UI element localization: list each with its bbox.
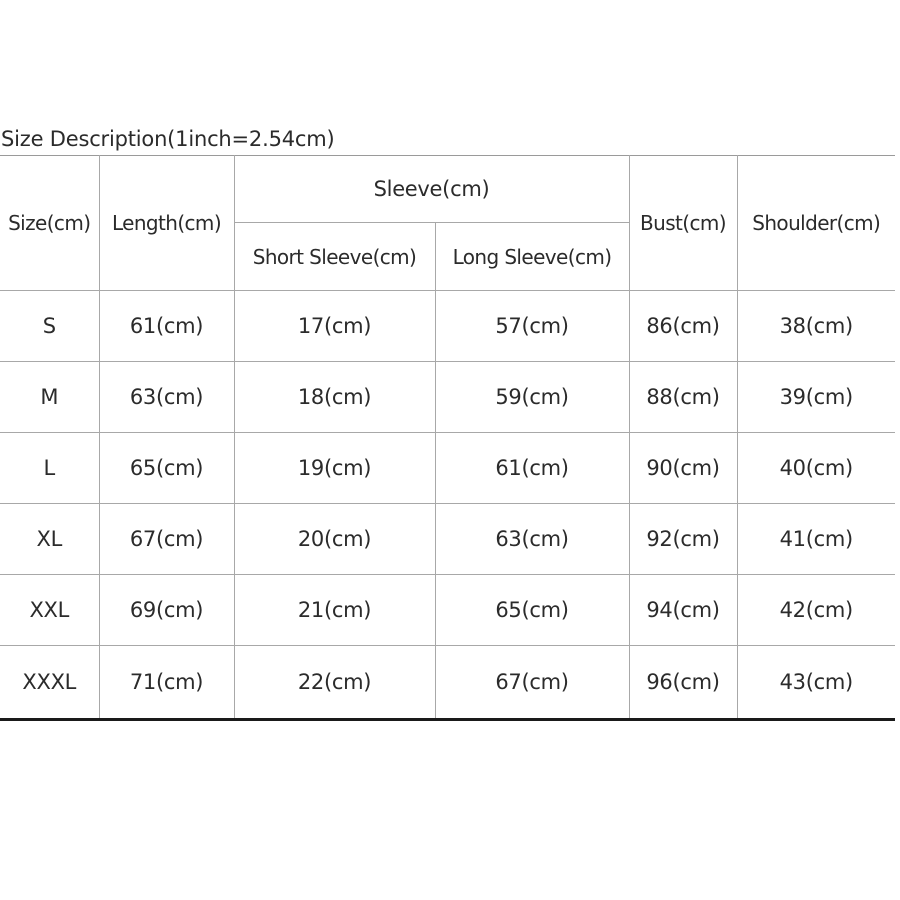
- cell-short-sleeve: 20(cm): [234, 504, 435, 575]
- header-long-sleeve: Long Sleeve(cm): [435, 223, 629, 291]
- cell-size: L: [0, 433, 99, 504]
- cell-bust: 88(cm): [629, 362, 737, 433]
- cell-short-sleeve: 19(cm): [234, 433, 435, 504]
- cell-length: 71(cm): [99, 646, 234, 720]
- table-row: [0, 362, 895, 433]
- cell-short-sleeve: 21(cm): [234, 575, 435, 646]
- header-row: [0, 156, 895, 223]
- table-row: [0, 575, 895, 646]
- cell-long-sleeve: 65(cm): [435, 575, 629, 646]
- table-row: [0, 433, 895, 504]
- table-row: [0, 646, 895, 720]
- table-caption: Size Description(1inch=2.54cm): [1, 127, 335, 151]
- cell-long-sleeve: 59(cm): [435, 362, 629, 433]
- header-sleeve: Sleeve(cm): [234, 156, 629, 223]
- header-short-sleeve: Short Sleeve(cm): [234, 223, 435, 291]
- header-size: Size(cm): [0, 156, 99, 291]
- cell-shoulder: 43(cm): [737, 646, 895, 720]
- cell-length: 67(cm): [99, 504, 234, 575]
- cell-short-sleeve: 17(cm): [234, 291, 435, 362]
- cell-long-sleeve: 61(cm): [435, 433, 629, 504]
- cell-long-sleeve: 63(cm): [435, 504, 629, 575]
- cell-size: XXL: [0, 575, 99, 646]
- cell-bust: 92(cm): [629, 504, 737, 575]
- cell-short-sleeve: 18(cm): [234, 362, 435, 433]
- cell-short-sleeve: 22(cm): [234, 646, 435, 720]
- table-row: [0, 504, 895, 575]
- cell-shoulder: 41(cm): [737, 504, 895, 575]
- cell-shoulder: 39(cm): [737, 362, 895, 433]
- cell-shoulder: 40(cm): [737, 433, 895, 504]
- cell-shoulder: 42(cm): [737, 575, 895, 646]
- cell-size: XXXL: [0, 646, 99, 720]
- cell-length: 65(cm): [99, 433, 234, 504]
- cell-bust: 86(cm): [629, 291, 737, 362]
- cell-long-sleeve: 57(cm): [435, 291, 629, 362]
- cell-bust: 90(cm): [629, 433, 737, 504]
- cell-size: S: [0, 291, 99, 362]
- cell-size: XL: [0, 504, 99, 575]
- cell-long-sleeve: 67(cm): [435, 646, 629, 720]
- cell-length: 63(cm): [99, 362, 234, 433]
- cell-shoulder: 38(cm): [737, 291, 895, 362]
- header-length: Length(cm): [99, 156, 234, 291]
- cell-bust: 94(cm): [629, 575, 737, 646]
- table-row: [0, 291, 895, 362]
- cell-size: M: [0, 362, 99, 433]
- cell-length: 69(cm): [99, 575, 234, 646]
- cell-bust: 96(cm): [629, 646, 737, 720]
- cell-length: 61(cm): [99, 291, 234, 362]
- size-table: [0, 155, 895, 721]
- header-shoulder: Shoulder(cm): [737, 156, 895, 291]
- header-bust: Bust(cm): [629, 156, 737, 291]
